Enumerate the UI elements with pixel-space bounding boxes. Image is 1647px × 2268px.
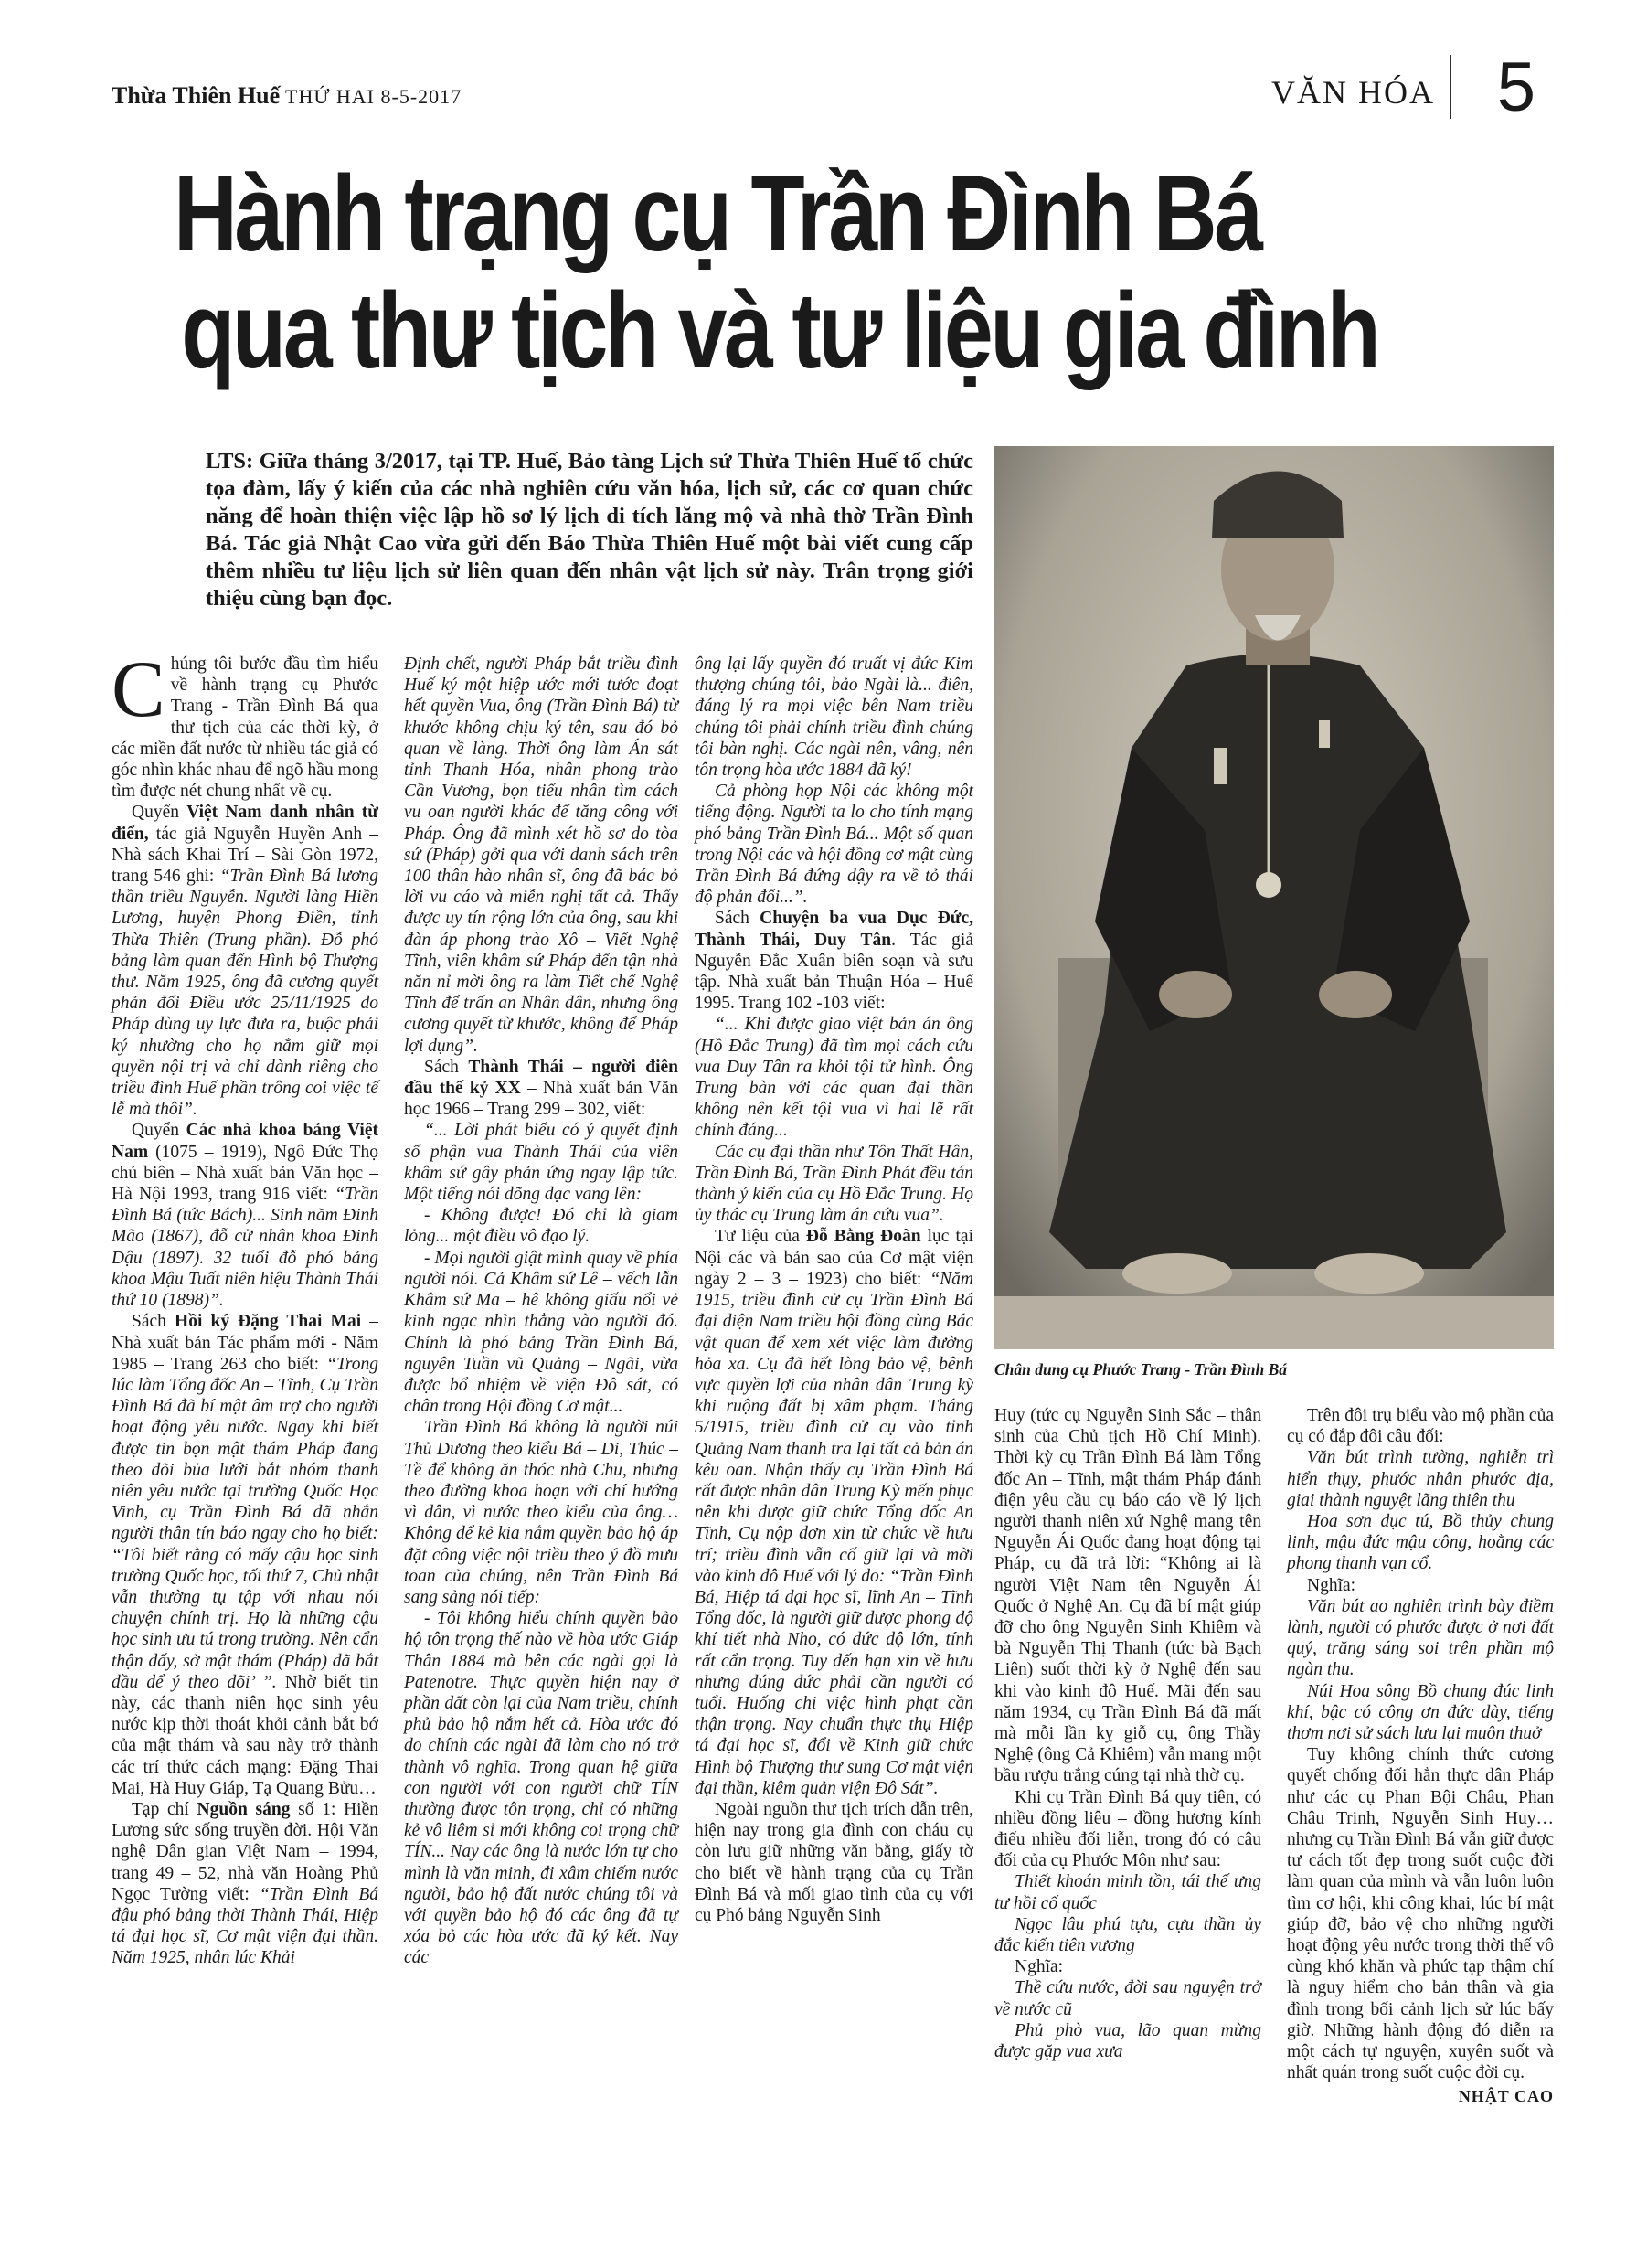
editor-lead: LTS: Giữa tháng 3/2017, tại TP. Huế, Bảo tàng Lịch sử Thừa Thiên Huế tổ chức tọa đàm, lấy ý kiến của các nhà nghiên cứu văn hóa, lịch sử, các cơ quan chức năng để hoàn thiện việc lập hồ sơ lý lịch di tích lăng mộ và nhà thờ Trần Đình Bá. Tác giả Nhật Cao vừa gửi đến Báo Thừa Thiên Huế một bài viết cung cấp thêm nhiều tư liệu lịch sử liên quan đến nhân vật lịch sử này. Trân trọng giới thiệu cùng bạn đọc. [206, 449, 973, 611]
couplet-meaning: Văn bút ao nghiên trình bày điềm lành, người có phước được ở nơi đất quý, trăng sáng soi trên phần mộ ngàn thu. [1287, 1596, 1554, 1680]
portrait-image [994, 446, 1554, 1349]
article-title [174, 154, 1378, 391]
couplet-line: Hoa sơn dục tú, Bồ thủy chung linh, mậu đức mậu công, hoằng các phong thanh vạn cổ. [1287, 1512, 1554, 1574]
quotation: “Trần Đình Bá đậu phó bảng thời Thành Thái, Hiệp tá đại học sĩ, Cơ mật viện đại thần. Năm 1925, nhân lúc Khải [112, 1884, 378, 1968]
paragraph [112, 1799, 378, 1969]
page-header [112, 48, 1535, 126]
book-title: Hồi ký Đặng Thai Mai [175, 1312, 362, 1332]
paragraph-text: Quyển [132, 803, 187, 823]
title-line-1: Hành trạng cụ Trần Đình Bá [174, 154, 1260, 274]
paragraph [695, 1226, 973, 1798]
paragraph: “... Lời phát biểu có ý quyết định số phận vua Thành Thái của viên khâm sứ gây phản ứng ngay lập tức. Một tiếng nói dõng dạc vang lên: [404, 1121, 678, 1205]
paragraph-text: số 1: Hiền Lương sức sống truyền đời. Hội Văn nghệ Dân gian Việt Nam – 1994, trang 49 – 52, nhà văn Hoàng Phủ Ngọc Tường viết: [112, 1799, 378, 1904]
couplet-line: Thiết khoán minh tồn, tái thế ưng tư hồi cố quốc [994, 1872, 1261, 1913]
paragraph-text: lục tại Nội các và bản sao của Cơ mật viện ngày 2 – 3 – 1923) cho biết: [695, 1227, 973, 1289]
paragraph-text: Quyển [132, 1121, 186, 1141]
couplet-meaning: Núi Hoa sông Bồ chung đúc linh khí, bậc có công ơn đức dày, tiếng thơm nơi sử sách lưu lại muôn thuở [1287, 1681, 1554, 1744]
paragraph [695, 908, 973, 1014]
paragraph [112, 1311, 378, 1799]
paragraph: Định chết, người Pháp bắt triều đình Huế ký một hiệp ước mới tước đoạt hết quyền Vua, ông (Trần Đình Bá) từ khước không chịu ký tên, sau đó bỏ quan về làng. Thời ông làm Án sát tỉnh Thanh Hóa, nhân phong trào Cần Vương, bọn tiểu nhân tìm cách vu oan người khác để tăng công với Pháp. Ông đã mình xét hồ sơ do tòa sứ (Pháp) gởi qua với danh sách trên 100 thân hào nhân sĩ, ông đã bác bỏ lời vu cáo và miễn nghị tất cả. Thấy được uy tín rộng lớn của ông, sau khi đàn áp phong trào Xô – Viết Nghệ Tĩnh, viên khâm sứ Pháp đến tận nhà năn nỉ mời ông ra làm Tiết chế Nghệ Tĩnh để trấn an Nhân dân, nhưng ông cương quyết từ khước, không để Pháp lợi dụng”. [404, 655, 678, 1056]
couplet-line: Ngọc lâu phú tựu, cựu thần ủy đắc kiến tiên vương [994, 1914, 1261, 1956]
paragraph-text: Sách [424, 1057, 469, 1077]
title-line-2: qua thư tịch và tư liệu gia đình [181, 271, 1378, 391]
book-title: Các nhà khoa bảng Việt Nam [112, 1121, 378, 1162]
body-column-1 [112, 645, 379, 1969]
paragraph: Trần Đình Bá không là người núi Thủ Dương theo kiểu Bá – Di, Thúc – Tề để không ăn thóc nhà Chu, nhưng theo đường khoa hoạn với chí hướng vì dân, vì nước theo kiểu của ông… Không để kẻ kia nắm quyền bảo hộ áp đặt công việc nội triều theo ý đồ mưu toan của chúng, nên Trần Đình Bá sang sảng nói tiếp: [404, 1418, 678, 1607]
paragraph: Nghĩa: [1015, 1957, 1064, 1977]
quotation: “Trong lúc làm Tổng đốc An – Tĩnh, Cụ Trần Đình Bá đã bí mật âm trợ cho người hoạt động yêu nước. Ngay khi biết được tin bọn mật thám Pháp đang theo dõi bủa lưới bắt nhóm thanh niên yêu nước tại trường Quốc Học Vinh, cụ Trần Đình Bá đã nhắn người thân tín báo ngay cho họ biết: “Tôi biết rằng có mấy cậu học sinh trường Quốc học, tối thứ 7, Chủ nhật vẫn thường tụ tập với nhau nói chuyện chính trị. Họ là những cậu học sinh ưu tú trong trường. Nên cẩn thận đấy, sở mật thám (Pháp) đã bắt đầu để ý theo dõi’ ”. [112, 1354, 378, 1692]
paragraph: - Không được! Đó chỉ là giam lỏng... một điều vô đạo lý. [404, 1206, 678, 1247]
paragraph: - Mọi người giật mình quay về phía người nói. Cả Khâm sứ Lê – vếch lẫn Khâm sứ Ma – hê không giấu nổi vẻ kinh ngạc nhìn thẳng vào người đó. Chính là phó bảng Trần Đình Bá, nguyên Tuần vũ Quảng – Ngãi, vừa được bổ nhiệm về viện Đô sát, có chân trong Hội đồng Cơ mật... [404, 1248, 678, 1417]
paragraph-text: húng tôi bước đầu tìm hiểu về hành trạng cụ Phước Trang - Trần Đình Bá qua thư tịch của các thời kỳ, ở các miền đất nước từ nhiều tác giả có góc nhìn khác nhau để ngõ hầu mong tìm được nét chung nhất về cụ. [112, 655, 378, 802]
paragraph-text: tác giả Nguyễn Huyền Anh – Nhà sách Khai Trí – Sài Gòn 1972, trang 546 ghi: [112, 824, 378, 887]
paragraph: ông lại lấy quyền đó truất vị đức Kim thượng chúng tôi, bảo Ngài là... điên, đáng lý ra mọi việc bên Nam triều chúng tôi phải chính triều đình chúng tôi bàn nghị. Các ngài nên, vâng, nên tôn trọng hòa ước 1884 đã ký! [695, 655, 973, 781]
photo-caption: Chân dung cụ Phước Trang - Trần Đình Bá [994, 1360, 1288, 1379]
paragraph: Nghĩa: [1307, 1575, 1356, 1595]
author-signature: NHẬT CAO [1458, 2086, 1554, 2105]
book-title: Thành Thái – người điên đầu thế kỷ XX [404, 1057, 678, 1099]
paragraph: - Tôi không hiểu chính quyền bảo hộ tôn trọng thế nào về hòa ước Giáp Thân 1884 mà bên các ngài gọi là Patenotre. Thực quyền hiện nay ở phần đất còn lại của Nam triều, chính phủ bảo hộ nắm hết cả. Hòa ước đó do chính các ngài đã làm cho nó trở thành vô nghĩa. Trong quan hệ giữa con người với con người chữ TÍN thường được tôn trọng, chỉ có những kẻ vô liêm sỉ mới không coi trọng chữ TÍN... Nay các ông là nước lớn tự cho mình là văn minh, đi xâm chiếm nước người, bảo hộ đất nước chúng tôi và với quyền bảo hộ đó các ông đã tự xóa bỏ các hòa ước đã ký kết. Nay các [404, 1609, 678, 1968]
paragraph: Các cụ đại thần như Tôn Thất Hân, Trần Đình Bá, Trần Đình Phát đều tán thành ý kiến của cụ Hồ Đắc Trung. Họ ủy thác cụ Trung làm án cứu vua”. [695, 1142, 973, 1226]
quotation: “Trần Đình Bá (tức Bách)... Sinh năm Đinh Mão (1867), đỗ cử nhân khoa Đinh Dậu (1897). 32 tuổi đỗ phó bảng khoa Mậu Tuất niên hiệu Thành Thái thứ 10 (1898)”. [112, 1185, 378, 1311]
paragraph: Cả phòng họp Nội các không một tiếng động. Người ta lo cho tính mạng phó bảng Trần Đình Bá... Một số quan trong Nội các và hội đồng cơ mật cùng Trần Đình Bá đứng dậy ra về tỏ thái độ phản đối...”. [695, 782, 973, 908]
paragraph [112, 645, 378, 802]
body-column-3 [695, 654, 973, 1926]
body-column-5 [1287, 1405, 1554, 2107]
couplet-line: Văn bút trình tường, nghiễn trì hiển thụy, phước nhân phước địa, giai thành nguyệt lãng thiên thu [1287, 1448, 1554, 1510]
paragraph: Huy (tức cụ Nguyễn Sinh Sắc – thân sinh của Chủ tịch Hồ Chí Minh). Thời kỳ cụ Trần Đình Bá làm Tổng đốc An – Tĩnh, mật thám Pháp đánh điện yêu cầu cụ báo cáo về lý lịch người thanh niên xứ Nghệ mang tên Nguyễn Ái Quốc đang hoạt động tại Pháp, cụ đã trả lời: “Không ai là người Việt Nam tên Nguyễn Ái Quốc ở Nghệ An. Cụ đã bí mật giúp đỡ cho ông Nguyễn Sinh Khiêm và bà Nguyễn Thị Thanh (tức bà Bạch Liên) suốt thời kỳ ở Nghệ đến sau khi vào kinh đô Huế. Mãi đến sau năm 1934, cụ Trần Đình Bá đã mất mà mỗi lần kỵ giỗ cụ, ông Thầy Nghệ (ông Cả Khiêm) vẫn mang một bầu rượu trắng cúng tại nhà thờ cụ. [994, 1406, 1261, 1786]
header-divider [1450, 55, 1451, 119]
paragraph-text: (1075 – 1919), Ngô Đức Thọ chủ biên – Nhà xuất bản Văn học – Hà Nội 1993, trang 916 viết: [112, 1142, 378, 1205]
body-column-2 [404, 654, 678, 1969]
paragraph: Khi cụ Trần Đình Bá quy tiên, có nhiều đồng liêu – đồng hương kính điếu nhiều đối liễn, trong đó có câu đối của cụ Phước Môn như sau: [994, 1787, 1261, 1871]
paragraph-text: Sách [132, 1312, 175, 1332]
paragraph: Trên đôi trụ biểu vào mộ phần của cụ có đắp đôi câu đối: [1287, 1406, 1554, 1447]
book-title: Việt Nam danh nhân từ điển, [112, 803, 378, 844]
paragraph-text: Tư liệu của [715, 1227, 806, 1247]
newspaper-name: Thừa Thiên Huế [112, 82, 281, 109]
couplet-meaning: Thề cứu nước, đời sau nguyện trở về nước cũ [994, 1978, 1261, 2019]
paragraph-text: – Nhà xuất bản Văn học 1966 – Trang 299 – 302, viết: [404, 1079, 678, 1120]
paragraph [112, 802, 378, 1120]
paragraph-text: . Tác giả Nguyễn Đắc Xuân biên soạn và sưu tập. Nhà xuất bản Thuận Hóa – Huế 1995. Trang 102 -103 viết: [695, 930, 973, 1014]
page-number: 5 [1496, 48, 1535, 126]
book-title: Nguồn sáng [197, 1799, 291, 1819]
couplet-meaning: Phủ phò vua, lão quan mừng được gặp vua xưa [994, 2020, 1261, 2062]
paragraph-text: – Nhà xuất bản Tác phẩm mới - Năm 1985 – Trang 263 cho biết: [112, 1312, 378, 1374]
portrait-photo [994, 446, 1554, 1349]
paragraph-text: Nhờ biết tin này, các thanh niên học sinh yêu nước kịp thời thoát khỏi cảnh bắt bớ của mật thám và sau này trở thành các trí thức cách mạng: Đặng Thai Mai, Hà Huy Giáp, Tạ Quang Bửu… [112, 1672, 378, 1798]
quotation: “Năm 1915, triều đình cử cụ Trần Đình Bá đại diện Nam triều hội đồng cùng Bác vật quan để xem xét việc làm đường hỏa xa. Cụ đã hết lòng bảo vệ, bênh vực quyền lợi của nhân dân Trung kỳ khi ruộng đất bị xâm phạm. Tháng 5/1915, triều đình cử cụ vào tỉnh Quảng Nam thanh tra lại tất cả bản án kêu oan. Nhận thấy cụ Trần Đình Bá rất được nhân dân Trung Kỳ mến phục nên khi được giữ chức Tổng đốc An Tĩnh, Cụ nộp đơn xin từ chức về hưu trí; triều đình vẫn cố giữ lại và mời vào kinh đô Huế với lý do: “Trần Đình Bá, Hiệp tá đại học sĩ, lĩnh An – Tĩnh Tổng đốc, là người giữ được phong độ khí tiết nhà Nho, có đức độ lớn, tính rất cẩn trọng. Tuy đến hạn xin về hưu nhưng đúng đức phải cần người có tuổi. Huống chi việc hình phạt cần thận trọng. Nay chuẩn thực thụ Hiệp tá đại học sĩ, đổi về Kinh giữ chức Hình bộ Thượng thư sung Cơ mật viện đại thần, kiêm quản viện Đô Sát”. [695, 1269, 973, 1798]
drop-cap: C [112, 645, 165, 734]
paragraph: “... Khi được giao việt bản án ông (Hồ Đắc Trung) đã tìm mọi cách cứu vua Duy Tân ra khỏi tội tử hình. Ông Trung bàn với các quan đại thần không nên kết tội vua vì hai lẽ rất chính đáng... [695, 1015, 973, 1141]
paragraph [112, 1120, 378, 1311]
paragraph: Tuy không chính thức cương quyết chống đối hẳn thực dân Pháp như các cụ Phan Bội Châu, Phan Châu Trinh, Nguyễn Sinh Huy… nhưng cụ Trần Đình Bá vẫn giữ được tư cách tốt đẹp trong suốt cuộc đời làm quan của mình và vẫn luôn luôn tìm cơ hội, khi công khai, lúc bí mật giúp đỡ, bảo vệ cho những người hoạt động yêu nước trong thời thế vô cùng khó khăn và phức tạp thậm chí là nguy hiểm cho bản thân và gia đình trong bối cảnh lịch sử lúc bấy giờ. Những hành động đó diễn ra một cách tự nguyện, xuyên suốt và nhất quán trong suốt cuộc đời cụ. [1287, 1745, 1554, 2083]
book-title: Chuyện ba vua Dục Đức, Thành Thái, Duy Tân [695, 909, 974, 950]
section-name: VĂN HÓA [1271, 74, 1435, 111]
paragraph-text: Sách [715, 909, 760, 929]
quotation: “Trần Đình Bá lương thần triều Nguyễn. Người làng Hiền Lương, huyện Phong Điền, tỉnh Thừa Thiên (Trung phần). Đỗ phó bảng làm quan đến Hình bộ Thượng thư. Năm 1925, ông đã cương quyết phản đối Điều ước 25/11/1925 do Pháp dùng uy lực đưa ra, buộc phải ký nhường cho họ nắm giữ mọi quyền nội trị và chỉ dành riêng cho triều đình Huế phần trông coi việc tế lễ mà thôi”. [112, 867, 379, 1120]
issue-date: THỨ HAI 8-5-2017 [285, 85, 462, 108]
paragraph-text: Tạp chí [132, 1799, 197, 1819]
author-name: Đỗ Bằng Đoàn [805, 1227, 921, 1247]
body-column-4 [994, 1405, 1261, 2062]
paragraph [404, 1057, 678, 1121]
paragraph: Ngoài nguồn thư tịch trích dẫn trên, hiện nay trong gia đình con cháu cụ còn lưu giữ những văn bằng, giấy tờ cho biết về hành trạng của cụ Trần Đình Bá và mối giao tình của cụ với cụ Phó bảng Nguyễn Sinh [695, 1799, 973, 1925]
